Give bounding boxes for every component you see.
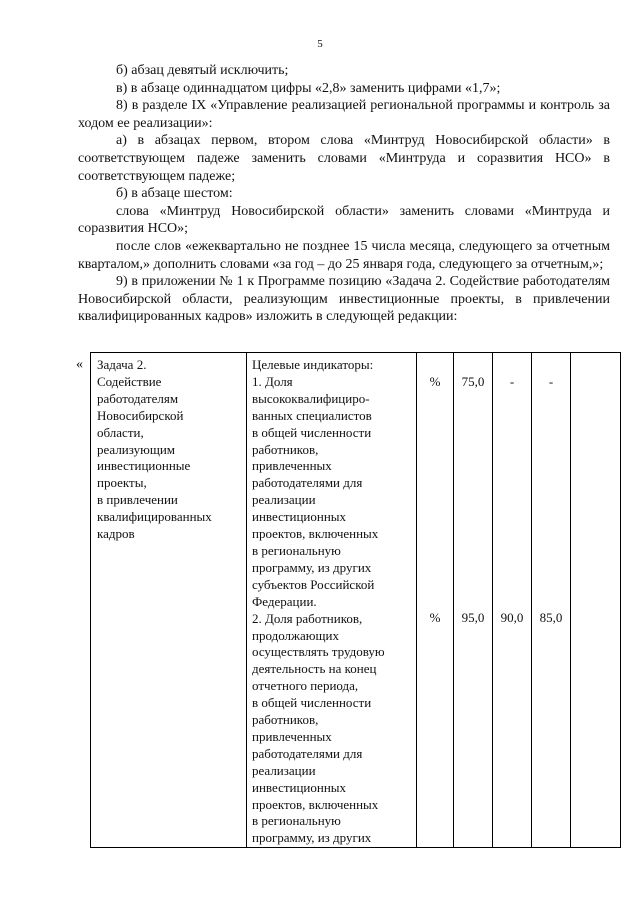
indicator-line: в общей численности bbox=[252, 695, 372, 711]
value-3-row-1: - bbox=[548, 373, 554, 389]
indicator-line: в региональную bbox=[252, 813, 341, 829]
task-line: в привлечении bbox=[97, 492, 178, 508]
value-cell-2 bbox=[493, 353, 532, 848]
task-line: квалифицированных bbox=[97, 509, 212, 525]
indicator-line: отчетного периода, bbox=[252, 678, 359, 694]
paragraph: б) абзац девятый исключить; bbox=[116, 63, 289, 78]
indicator-line: инвестиционных bbox=[252, 779, 347, 795]
page-number: 5 bbox=[317, 38, 323, 50]
document-body bbox=[78, 62, 610, 326]
opening-quote: « bbox=[76, 357, 83, 372]
unit-cell bbox=[417, 353, 454, 848]
task-line: Новосибирской bbox=[97, 407, 184, 423]
indicators-heading: Целевые индикаторы: bbox=[252, 357, 374, 372]
paragraph: после слов «ежеквартально не позднее 15 числа месяца, следующего за отчетным кварталом,» дополнить словами «за год – до 25 января года, следующего за отчетным,»; bbox=[78, 238, 610, 272]
indicator-2 bbox=[252, 611, 412, 848]
indicator-line: ванных специалистов bbox=[252, 407, 372, 423]
value-cell-1 bbox=[454, 353, 493, 848]
indicator-1 bbox=[252, 374, 412, 611]
empty-cell bbox=[571, 353, 621, 848]
indicator-line: проектов, включенных bbox=[252, 526, 379, 542]
indicator-line: инвестиционных bbox=[252, 509, 347, 525]
indicator-line: субъектов Российской bbox=[252, 576, 375, 592]
indicator-line: высококвалифициро- bbox=[252, 390, 370, 406]
task-line: проекты, bbox=[97, 475, 147, 491]
indicator-line: проектов, включенных bbox=[252, 796, 379, 812]
unit-value-1: % bbox=[429, 373, 441, 389]
paragraph: а) в абзацах первом, втором слова «Минтруд Новосибирской области» в соответствующем падеже заменить словами «Минтруда и соразвития НСО» в соответствующем падеже; bbox=[78, 133, 610, 184]
value-1-row-2: 95,0 bbox=[461, 610, 485, 626]
task-line: работодателям bbox=[97, 390, 179, 406]
indicator-line: реализации bbox=[252, 762, 316, 778]
paragraph: 8) в разделе IX «Управление реализацией региональной программы и контроль за ходом ее реализации»: bbox=[78, 98, 610, 131]
value-2-row-1: - bbox=[509, 373, 515, 389]
table-row bbox=[91, 353, 621, 848]
indicator-line: работников, bbox=[252, 712, 319, 728]
task-line: области, bbox=[97, 424, 144, 440]
indicator-line: в общей численности bbox=[252, 424, 372, 440]
paragraph: слова «Минтруд Новосибирской области» заменить словами «Минтруда и соразвития НСО»; bbox=[78, 203, 610, 237]
indicator-line: работодателями для bbox=[252, 475, 363, 491]
indicator-line: продолжающих bbox=[252, 627, 339, 643]
indicator-line: программу, из других bbox=[252, 830, 372, 846]
indicator-line: реализации bbox=[252, 492, 316, 508]
indicator-line: привлеченных bbox=[252, 458, 332, 474]
indicator-line: работников, bbox=[252, 441, 319, 457]
indicator-line: программу, из других bbox=[252, 559, 372, 575]
paragraph: 9) в приложении № 1 к Программе позицию «Задача 2. Содействие работодателям Новосибирской области, реализующим инвестиционные проекты, в привлечении квалифицированных кадров» изложить в следующей редакции: bbox=[78, 274, 610, 325]
indicators-cell bbox=[247, 353, 417, 848]
task-line: кадров bbox=[97, 526, 135, 542]
value-3-row-2: 85,0 bbox=[539, 610, 563, 626]
amendment-table bbox=[90, 352, 621, 848]
task-line: реализующим bbox=[97, 441, 176, 457]
value-cell-3 bbox=[532, 353, 571, 848]
indicator-line: привлеченных bbox=[252, 728, 332, 744]
value-2-row-2: 90,0 bbox=[500, 610, 524, 626]
indicator-line: 1. Доля bbox=[252, 373, 293, 389]
paragraph: б) в абзаце шестом: bbox=[116, 186, 233, 202]
task-line: Содействие bbox=[97, 373, 162, 389]
task-cell bbox=[91, 353, 247, 848]
indicator-line: Федерации. bbox=[252, 593, 317, 609]
task-line: инвестиционные bbox=[97, 458, 191, 474]
indicator-line: деятельность на конец bbox=[252, 661, 377, 677]
task-line: Задача 2. bbox=[97, 357, 147, 372]
indicator-line: работодателями для bbox=[252, 745, 363, 761]
indicator-line: в региональную bbox=[252, 542, 341, 558]
indicator-line: осуществлять трудовую bbox=[252, 644, 385, 660]
value-1-row-1: 75,0 bbox=[461, 373, 485, 389]
unit-value-2: % bbox=[429, 610, 441, 626]
paragraph: в) в абзаце одиннадцатом цифры «2,8» заменить цифрами «1,7»; bbox=[116, 80, 501, 96]
indicator-line: 2. Доля работников, bbox=[252, 610, 363, 626]
